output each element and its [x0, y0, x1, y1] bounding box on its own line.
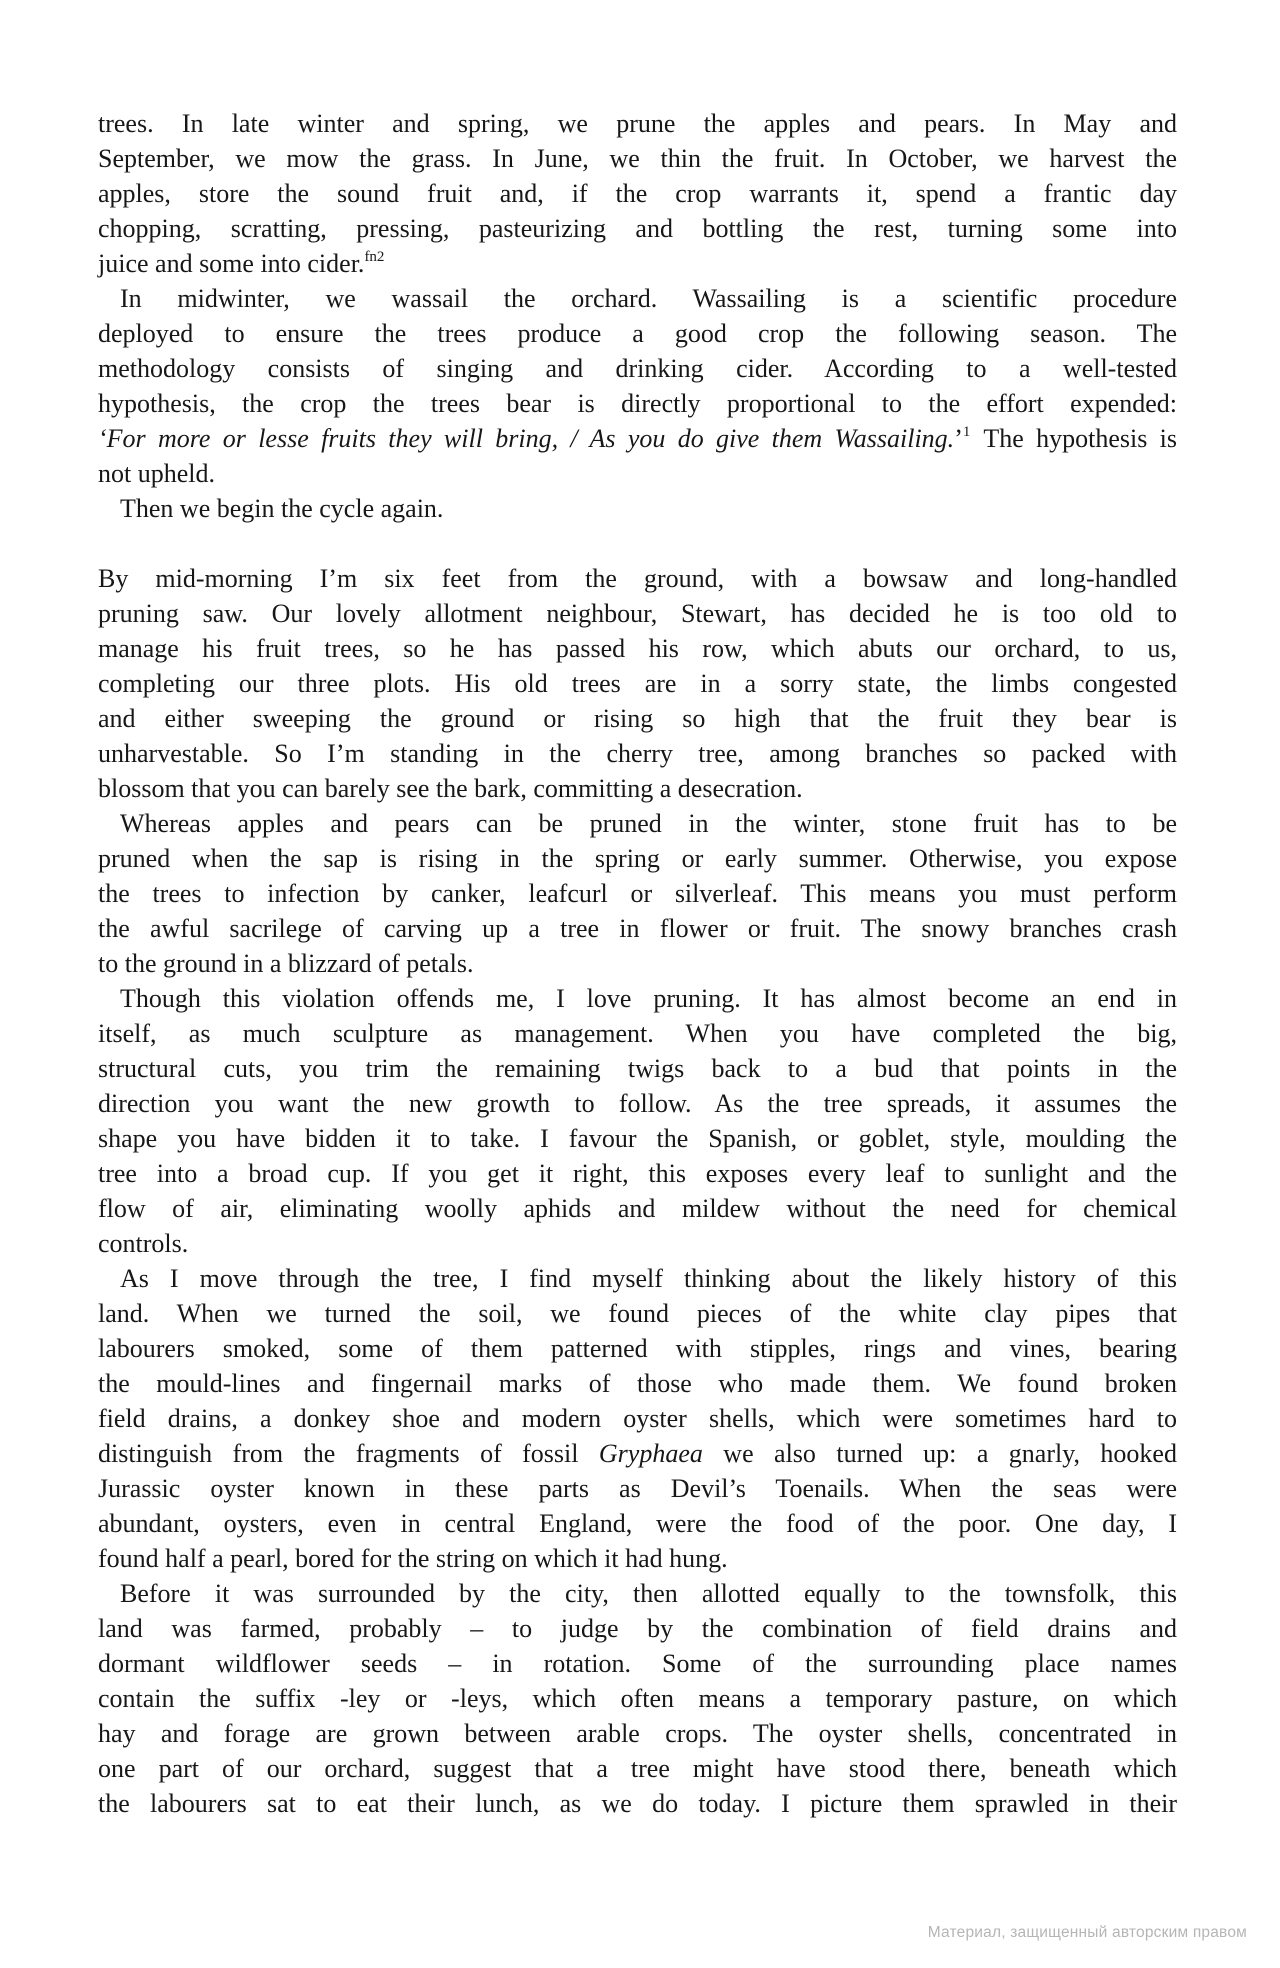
text-segment: apples, store the sound fruit and, if the crop warrants it, spend a frantic day: [98, 179, 1177, 208]
text-segment: Whereas apples and pears can be pruned in the winter, stone fruit has to be: [120, 809, 1177, 838]
text-line: [98, 1471, 1177, 1506]
paragraph-5: [98, 806, 1177, 981]
text-line: [98, 806, 1177, 841]
text-segment: September, we mow the grass. In June, we thin the fruit. In October, we harvest the: [98, 144, 1177, 173]
text-segment: Before it was surrounded by the city, then allotted equally to the townsfolk, this: [120, 1579, 1177, 1608]
text-segment: shape you have bidden it to take. I favour the Spanish, or goblet, style, moulding the: [98, 1124, 1177, 1153]
paragraph-4: [98, 561, 1177, 806]
text-line: [98, 841, 1177, 876]
text-line: [98, 631, 1177, 666]
text-line: [98, 596, 1177, 631]
text-line: [98, 1156, 1177, 1191]
text-line: [98, 1121, 1177, 1156]
text-segment: methodology consists of singing and drinking cider. According to a well-tested: [98, 354, 1177, 383]
text-segment: field drains, a donkey shoe and modern oyster shells, which were sometimes hard to: [98, 1404, 1177, 1433]
footnote-marker: fn2: [364, 249, 385, 266]
text-segment: land. When we turned the soil, we found pieces of the white clay pipes that: [98, 1299, 1177, 1328]
text-line: [98, 771, 1177, 806]
footnote-marker: 1: [962, 424, 971, 441]
italic-text: Gryphaea: [598, 1439, 703, 1468]
text-line: [98, 1681, 1177, 1716]
text-segment: As I move through the tree, I find myself thinking about the likely history of this: [120, 1264, 1177, 1293]
text-segment: Then we begin the cycle again.: [120, 494, 444, 523]
text-line: [98, 386, 1177, 421]
text-segment: manage his fruit trees, so he has passed his row, which abuts our orchard, to us,: [98, 634, 1177, 663]
italic-text: ‘For more or lesse fruits they will bring, / As you do give them Wassailing.: [98, 424, 955, 453]
text-segment: By mid-morning I’m six feet from the ground, with a bowsaw and long-handled: [98, 564, 1177, 593]
text-segment: not upheld.: [98, 459, 215, 488]
text-segment: pruning saw. Our lovely allotment neighbour, Stewart, has decided he is too old to: [98, 599, 1177, 628]
text-line: [98, 1506, 1177, 1541]
text-line: [98, 1751, 1177, 1786]
text-line: [98, 1541, 1177, 1576]
copyright-watermark: Материал, защищенный авторским правом: [927, 1924, 1247, 1941]
text-line: [98, 981, 1177, 1016]
text-line: [98, 106, 1177, 141]
text-segment: direction you want the new growth to follow. As the tree spreads, it assumes the: [98, 1089, 1177, 1118]
paragraph-3: [98, 491, 1177, 526]
text-line: [98, 1051, 1177, 1086]
text-line: [98, 1016, 1177, 1051]
text-line: [98, 701, 1177, 736]
text-segment: land was farmed, probably – to judge by the combination of field drains and: [98, 1614, 1177, 1643]
text-line: [98, 911, 1177, 946]
text-line: [98, 1086, 1177, 1121]
text-segment: ’: [954, 424, 963, 453]
text-line: [98, 211, 1177, 246]
text-segment: we also turned up: a gnarly, hooked: [702, 1439, 1177, 1468]
text-segment: and either sweeping the ground or rising so high that the fruit they bear is: [98, 704, 1177, 733]
text-block: [98, 106, 1177, 1821]
text-segment: hypothesis, the crop the trees bear is directly proportional to the effort expended:: [98, 389, 1177, 418]
text-segment: juice and some into cider.: [98, 249, 365, 278]
text-segment: pruned when the sap is rising in the spring or early summer. Otherwise, you expose: [98, 844, 1177, 873]
text-segment: In midwinter, we wassail the orchard. Wassailing is a scientific procedure: [120, 284, 1177, 313]
text-line: [98, 141, 1177, 176]
text-line: [98, 876, 1177, 911]
text-segment: the mould-lines and fingernail marks of those who made them. We found broken: [98, 1369, 1177, 1398]
text-line: [98, 1226, 1177, 1261]
text-line: [98, 1261, 1177, 1296]
text-line: [98, 246, 1177, 281]
text-segment: structural cuts, you trim the remaining twigs back to a bud that points in the: [98, 1054, 1177, 1083]
text-segment: controls.: [98, 1229, 189, 1258]
paragraph-6: [98, 981, 1177, 1261]
text-line: [98, 1331, 1177, 1366]
text-line: [98, 176, 1177, 211]
text-segment: dormant wildflower seeds – in rotation. Some of the surrounding place names: [98, 1649, 1177, 1678]
paragraph-7: [98, 1261, 1177, 1576]
text-segment: Jurassic oyster known in these parts as Devil’s Toenails. When the seas were: [98, 1474, 1177, 1503]
text-segment: completing our three plots. His old trees are in a sorry state, the limbs congested: [98, 669, 1177, 698]
text-segment: trees. In late winter and spring, we prune the apples and pears. In May and: [98, 109, 1177, 138]
text-line: [98, 1191, 1177, 1226]
text-segment: the labourers sat to eat their lunch, as we do today. I picture them sprawled in their: [98, 1789, 1177, 1818]
text-segment: found half a pearl, bored for the string on which it had hung.: [98, 1544, 728, 1573]
text-segment: labourers smoked, some of them patterned with stipples, rings and vines, bearing: [98, 1334, 1177, 1363]
text-segment: the trees to infection by canker, leafcurl or silverleaf. This means you must perform: [98, 879, 1177, 908]
text-segment: Though this violation offends me, I love pruning. It has almost become an end in: [120, 984, 1177, 1013]
text-segment: The hypothesis is: [970, 424, 1177, 453]
text-segment: one part of our orchard, suggest that a tree might have stood there, beneath which: [98, 1754, 1177, 1783]
text-line: [98, 316, 1177, 351]
text-segment: the awful sacrilege of carving up a tree in flower or fruit. The snowy branches crash: [98, 914, 1177, 943]
text-segment: distinguish from the fragments of fossil: [98, 1439, 599, 1468]
text-line: [98, 736, 1177, 771]
text-line: [98, 281, 1177, 316]
text-line: [98, 456, 1177, 491]
paragraph-1: [98, 106, 1177, 281]
text-line: [98, 1401, 1177, 1436]
text-line: [98, 1611, 1177, 1646]
text-segment: unharvestable. So I’m standing in the cherry tree, among branches so packed with: [98, 739, 1177, 768]
text-line: [98, 1646, 1177, 1681]
text-segment: deployed to ensure the trees produce a good crop the following season. The: [98, 319, 1177, 348]
text-segment: itself, as much sculpture as management. When you have completed the big,: [98, 1019, 1177, 1048]
text-line: [98, 1576, 1177, 1611]
text-segment: flow of air, eliminating woolly aphids and mildew without the need for chemical: [98, 1194, 1177, 1223]
text-line: [98, 946, 1177, 981]
text-line: [98, 1786, 1177, 1821]
paragraph-2: [98, 281, 1177, 491]
text-segment: hay and forage are grown between arable crops. The oyster shells, concentrated in: [98, 1719, 1177, 1748]
text-line: [98, 421, 1177, 456]
text-line: [98, 1716, 1177, 1751]
text-line: [98, 1296, 1177, 1331]
text-segment: tree into a broad cup. If you get it right, this exposes every leaf to sunlight and the: [98, 1159, 1177, 1188]
text-line: [98, 1436, 1177, 1471]
paragraph-8: [98, 1576, 1177, 1821]
text-line: [98, 351, 1177, 386]
text-segment: abundant, oysters, even in central England, were the food of the poor. One day, I: [98, 1509, 1177, 1538]
text-line: [98, 491, 1177, 526]
text-line: [98, 666, 1177, 701]
text-segment: contain the suffix -ley or -leys, which often means a temporary pasture, on which: [98, 1684, 1177, 1713]
text-segment: blossom that you can barely see the bark, committing a desecration.: [98, 774, 803, 803]
text-segment: to the ground in a blizzard of petals.: [98, 949, 474, 978]
text-line: [98, 1366, 1177, 1401]
text-line: [98, 561, 1177, 596]
text-segment: chopping, scratting, pressing, pasteurizing and bottling the rest, turning some into: [98, 214, 1177, 243]
